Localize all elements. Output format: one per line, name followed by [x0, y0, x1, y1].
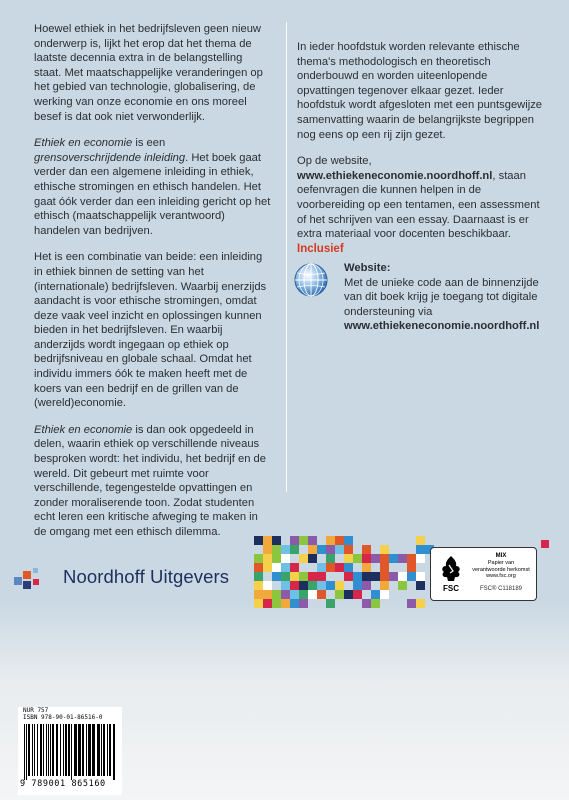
website-heading-text: Website:: [344, 262, 391, 274]
mosaic-tile: [317, 599, 326, 608]
mosaic-tile: [326, 545, 335, 554]
mosaic-tile: [407, 554, 416, 563]
text-span: is een: [132, 137, 166, 150]
mosaic-tile: [299, 536, 308, 545]
mosaic-tile: [290, 590, 299, 599]
noordhoff-logo-icon: [14, 568, 44, 592]
color-mosaic: [254, 536, 434, 608]
mosaic-tile: [290, 599, 299, 608]
mosaic-tile: [281, 590, 290, 599]
mosaic-tile: [344, 590, 353, 599]
barcode-meta: [23, 707, 102, 721]
barcode-bar: [113, 724, 115, 780]
mosaic-tile: [335, 581, 344, 590]
barcode-bar: [37, 724, 38, 776]
globe-icon: [293, 262, 329, 298]
barcode-bar: [60, 724, 61, 776]
mosaic-tile: [416, 581, 425, 590]
right-column: [297, 40, 547, 254]
mosaic-tile: [398, 572, 407, 581]
left-column: [34, 22, 272, 552]
text-span: Op de website,: [297, 155, 372, 168]
barcode-bar: [43, 724, 44, 776]
barcode-number: 9 789001 865160: [20, 779, 106, 789]
mosaic-tile: [317, 590, 326, 599]
barcode-bar: [48, 724, 49, 776]
mosaic-tile: [272, 536, 281, 545]
website-text: Met de unieke code aan de binnenzijde van dit boek krijg je toegang tot digitale ondersteuning via: [344, 276, 539, 318]
italic-phrase: grensoverschrijdende inleiding: [34, 151, 186, 164]
website-heading: [344, 261, 554, 276]
mosaic-tile: [308, 599, 317, 608]
mosaic-tile: [407, 599, 416, 608]
mosaic-tile: [308, 572, 317, 581]
mosaic-tile: [398, 581, 407, 590]
barcode-bar: [71, 724, 72, 780]
mosaic-tile: [281, 581, 290, 590]
mosaic-tile: [335, 590, 344, 599]
mosaic-tile: [254, 536, 263, 545]
isbn-code: ISBN 978-90-01-86516-0: [23, 714, 103, 721]
barcode-bar: [97, 724, 100, 776]
mosaic-tile: [362, 572, 371, 581]
mosaic-tile: [308, 581, 317, 590]
mosaic-tile: [263, 599, 272, 608]
barcode-bar: [86, 724, 87, 776]
mosaic-tile: [362, 563, 371, 572]
mosaic-tile: [353, 581, 362, 590]
mosaic-tile: [380, 590, 389, 599]
mosaic-tile: [299, 572, 308, 581]
mosaic-tile: [353, 554, 362, 563]
mosaic-tile: [362, 581, 371, 590]
text-span: . Het boek gaat verder dan een algemene inleiding in ethiek, ethische stromingen en ethisch handelen. Het gaat óók verder dan een inleiding gericht op het ethisch (maatschappelijk verantwoord) handelen van bedrijven.: [34, 151, 271, 237]
fsc-label: [430, 547, 537, 601]
barcode-bar: [101, 724, 102, 776]
barcode-bar: [56, 724, 58, 776]
red-square-decoration: [541, 540, 549, 548]
mosaic-tile: [416, 545, 425, 554]
mosaic-tile: [272, 554, 281, 563]
mosaic-tile: [344, 572, 353, 581]
mosaic-tile: [380, 572, 389, 581]
mosaic-tile: [254, 572, 263, 581]
mosaic-tile: [416, 536, 425, 545]
fsc-line2: verantwoorde herkomst: [472, 566, 530, 573]
mosaic-tile: [290, 545, 299, 554]
mosaic-tile: [389, 554, 398, 563]
website-url-text: www.ethiekeneconomie.noordhoff.nl: [344, 320, 540, 333]
mosaic-tile: [263, 536, 272, 545]
mosaic-tile: [299, 554, 308, 563]
mosaic-tile: [281, 572, 290, 581]
mosaic-tile: [416, 572, 425, 581]
mosaic-tile: [317, 563, 326, 572]
mosaic-tile: [362, 545, 371, 554]
description-paragraph: [34, 136, 272, 238]
mosaic-tile: [371, 572, 380, 581]
mosaic-tile: [308, 536, 317, 545]
mosaic-tile: [353, 572, 362, 581]
mosaic-tile: [344, 545, 353, 554]
mosaic-tile: [299, 581, 308, 590]
barcode-bar: [28, 724, 30, 776]
barcode-bar: [63, 724, 64, 776]
mosaic-tile: [299, 590, 308, 599]
mosaic-tile: [263, 581, 272, 590]
mosaic-tile: [326, 563, 335, 572]
mosaic-tile: [344, 554, 353, 563]
mosaic-tile: [380, 545, 389, 554]
mosaic-tile: [407, 572, 416, 581]
barcode-bar: [52, 724, 54, 776]
mosaic-tile: [317, 581, 326, 590]
mosaic-tile: [290, 554, 299, 563]
website-url: www.ethiekeneconomie.noordhoff.nl: [297, 169, 493, 182]
book-title-ref: Ethiek en economie: [34, 423, 133, 436]
mosaic-tile: [254, 563, 263, 572]
barcode-bars: [24, 724, 118, 780]
mosaic-tile: [416, 554, 425, 563]
chapter-paragraph: In ieder hoofdstuk worden relevante ethische thema's methodologisch en theoretisch onderbouwd en worden uiteenlopende opvattingen tegenover elkaar gezet. Ieder hoofdstuk wordt afgesloten met een puntsgewijze samenvatting waarin de belangrijkste begrippen nog eens op een rij zijn gezet.: [297, 41, 543, 141]
mosaic-tile: [380, 581, 389, 590]
barcode-bar: [82, 724, 84, 776]
fsc-mix: MIX: [495, 553, 507, 559]
mosaic-tile: [326, 554, 335, 563]
mosaic-tile: [290, 581, 299, 590]
mosaic-tile: [263, 545, 272, 554]
mosaic-tile: [308, 545, 317, 554]
barcode-bar: [50, 724, 51, 776]
mosaic-tile: [281, 554, 290, 563]
column-divider: [286, 22, 287, 492]
barcode-bar: [88, 724, 91, 776]
barcode-label: [18, 707, 122, 795]
mosaic-tile: [335, 536, 344, 545]
publisher-name: Noordhoff Uitgevers: [63, 566, 230, 587]
barcode-bar: [46, 724, 47, 776]
mosaic-tile: [272, 563, 281, 572]
barcode-bar: [40, 724, 42, 776]
combination-paragraph: Het is een combinatie van beide: een inleiding in ethiek binnen de setting van het (internationale) bedrijfsleven. Waarbij enerzijds aandacht is voor ethische stromingen, omdat deze vaak veel inzicht en oplossingen kunnen bieden in het bedrijfsleven. En waarbij anderzijds wordt ingegaan op ethiek op bedrijfsniveau en globale schaal. Omdat het individu immers óók te maken heeft met de koers van een bedrijf en de grillen van de (wereld)economie.: [34, 251, 267, 410]
mosaic-tile: [254, 545, 263, 554]
barcode-bar: [34, 724, 35, 776]
book-title-ref: Ethiek en economie: [34, 137, 133, 150]
mosaic-tile: [371, 599, 380, 608]
barcode-bar: [68, 724, 70, 776]
mosaic-tile: [362, 599, 371, 608]
mosaic-tile: [326, 581, 335, 590]
mosaic-tile: [380, 563, 389, 572]
barcode-bar: [103, 724, 105, 776]
mosaic-tile: [335, 563, 344, 572]
mosaic-tile: [308, 590, 317, 599]
text-span: , staan oefenvragen die kunnen helpen in de voorbereiding op een tentamen, een assessment of het schrijven van een essay. Daarnaast is er extra materiaal voor docenten beschikbaar.: [297, 169, 540, 241]
barcode-bar: [74, 724, 77, 776]
text-span: is dan ook opgedeeld in delen, waarin ethiek op verschillende niveaus besproken wordt: het individu, het bedrijf en de wereld. Dit gebeurt met ruimte voor verschillende, tegengestelde opvattingen en zonder moraliserende toon. Zodat studenten echt leren een kritische afweging te maken in de omgang met een ethisch dilemma.: [34, 423, 266, 538]
mosaic-tile: [407, 563, 416, 572]
barcode-bar: [78, 724, 81, 776]
website-paragraph: [297, 154, 547, 242]
mosaic-tile: [290, 572, 299, 581]
mosaic-tile: [353, 590, 362, 599]
mosaic-tile: [254, 590, 263, 599]
mosaic-tile: [344, 536, 353, 545]
mosaic-tile: [335, 545, 344, 554]
mosaic-tile: [326, 599, 335, 608]
barcode-bar: [24, 724, 25, 780]
mosaic-tile: [272, 590, 281, 599]
mosaic-tile: [326, 536, 335, 545]
mosaic-tile: [317, 572, 326, 581]
barcode-bar: [92, 724, 95, 776]
mosaic-tile: [281, 599, 290, 608]
inclusief-heading: Inclusief: [297, 243, 344, 255]
nur-code: NUR 757: [23, 707, 49, 714]
mosaic-tile: [290, 563, 299, 572]
barcode-bar: [107, 724, 108, 776]
mosaic-tile: [380, 554, 389, 563]
structure-paragraph: [34, 423, 272, 540]
mosaic-tile: [272, 572, 281, 581]
fsc-line1: Papier van: [487, 559, 515, 566]
mosaic-tile: [290, 536, 299, 545]
mosaic-tile: [371, 590, 380, 599]
fsc-site: www.fsc.org: [486, 573, 516, 580]
mosaic-tile: [281, 563, 290, 572]
mosaic-tile: [254, 554, 263, 563]
fsc-logo-text: FSC: [443, 584, 459, 593]
website-block: [344, 261, 554, 334]
mosaic-tile: [299, 599, 308, 608]
barcode-bar: [26, 724, 27, 780]
intro-paragraph: Hoewel ethiek in het bedrijfsleven geen nieuw onderwerp is, lijkt het erop dat het thema de laatste decennia extra in de belangstelling staat. Met maatschappelijke veranderingen op het gebied van technologie, globalisering, de werking van onze economie en ons moreel besef is dat ook niet verwonderlijk.: [34, 23, 263, 123]
mosaic-tile: [344, 563, 353, 572]
fsc-text: [469, 553, 533, 580]
mosaic-tile: [362, 554, 371, 563]
barcode-bar: [65, 724, 67, 776]
mosaic-tile: [371, 554, 380, 563]
mosaic-tile: [389, 545, 398, 554]
mosaic-tile: [308, 554, 317, 563]
mosaic-tile: [281, 545, 290, 554]
mosaic-tile: [263, 590, 272, 599]
mosaic-tile: [398, 554, 407, 563]
fsc-code: FSC® C118189: [480, 586, 522, 592]
mosaic-tile: [317, 545, 326, 554]
fsc-tree-icon: [437, 553, 465, 593]
mosaic-tile: [389, 536, 398, 545]
mosaic-tile: [416, 599, 425, 608]
mosaic-tile: [263, 563, 272, 572]
mosaic-tile: [254, 581, 263, 590]
mosaic-tile: [371, 536, 380, 545]
mosaic-tile: [263, 554, 272, 563]
barcode-bar: [32, 724, 33, 776]
mosaic-tile: [389, 572, 398, 581]
website-url-bottom: [344, 319, 554, 334]
mosaic-tile: [272, 599, 281, 608]
mosaic-tile: [272, 545, 281, 554]
mosaic-tile: [272, 581, 281, 590]
mosaic-tile: [254, 599, 263, 608]
barcode-bar: [109, 724, 111, 776]
